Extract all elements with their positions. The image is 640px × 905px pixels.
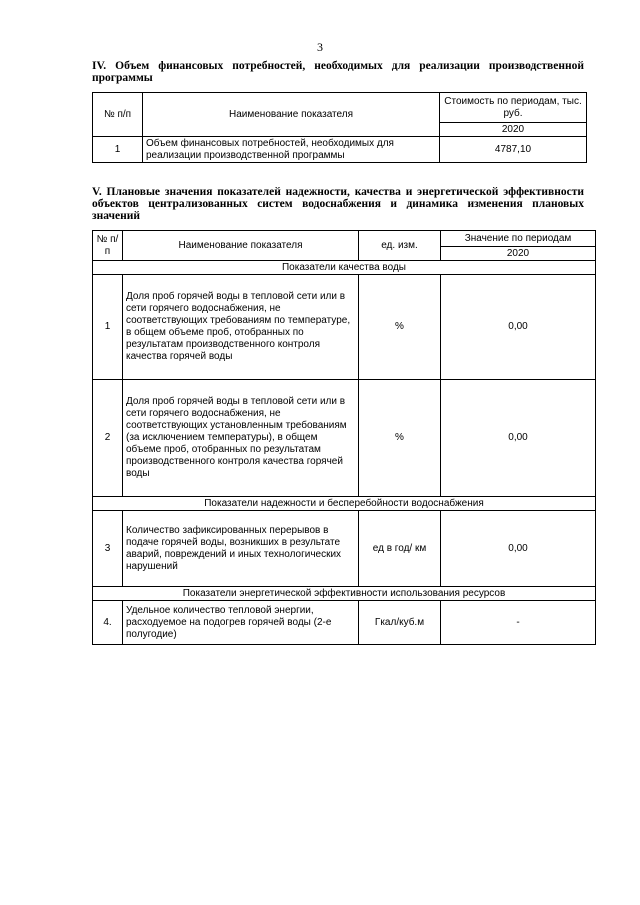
page-number: 3	[317, 40, 323, 54]
row-value: 4787,10	[440, 137, 587, 163]
row-unit: Гкал/куб.м	[359, 601, 441, 645]
row-value: -	[441, 601, 596, 645]
header-name: Наименование показателя	[123, 231, 359, 261]
financial-needs-table	[92, 92, 587, 163]
row-num: 2	[93, 380, 123, 497]
row-name: Объем финансовых потребностей, необходимых для реализации производственной программы	[143, 137, 440, 163]
row-num: 4.	[93, 601, 123, 645]
group-title: Показатели энергетической эффективности использования ресурсов	[93, 587, 596, 601]
row-unit: %	[359, 275, 441, 380]
row-name: Количество зафиксированных перерывов в подаче горячей воды, возникших в результате аварий, повреждений и иных технологических нарушений	[123, 511, 359, 587]
header-num: № п/п	[93, 93, 143, 137]
row-value: 0,00	[441, 511, 596, 587]
row-num: 3	[93, 511, 123, 587]
header-year: 2020	[440, 123, 587, 137]
header-num: № п/п	[93, 231, 123, 261]
header-name: Наименование показателя	[143, 93, 440, 137]
group-title: Показатели качества воды	[93, 261, 596, 275]
indicators-table	[92, 230, 596, 645]
header-unit: ед. изм.	[359, 231, 441, 261]
header-periods: Значение по периодам	[441, 231, 596, 247]
row-unit: %	[359, 380, 441, 497]
group-title: Показатели надежности и бесперебойности водоснабжения	[93, 497, 596, 511]
section-4-heading: IV. Объем финансовых потребностей, необходимых для реализации производственной программы	[92, 60, 584, 84]
row-name: Удельное количество тепловой энергии, расходуемое на подогрев горячей воды (2-е полугодие)	[123, 601, 359, 645]
header-cost: Стоимость по периодам, тыс. руб.	[440, 93, 587, 123]
section-5-heading: V. Плановые значения показателей надежности, качества и энергетической эффективности объектов централизованных систем водоснабжения и динамика изменения плановых значений	[92, 186, 584, 222]
row-num: 1	[93, 137, 143, 163]
header-year: 2020	[441, 247, 596, 261]
row-unit: ед в год/ км	[359, 511, 441, 587]
row-name: Доля проб горячей воды в тепловой сети или в сети горячего водоснабжения, не соответствующих требованиям по температуре, в общем объеме проб, отобранных по результатам производственного контроля качества горячей воды	[123, 275, 359, 380]
row-value: 0,00	[441, 380, 596, 497]
row-value: 0,00	[441, 275, 596, 380]
row-num: 1	[93, 275, 123, 380]
row-name: Доля проб горячей воды в тепловой сети или в сети горячего водоснабжения, не соответствующих установленным требованиям (за исключением температуры), в общем объеме проб, отобранных по результатам производственного контроля качества горячей воды	[123, 380, 359, 497]
